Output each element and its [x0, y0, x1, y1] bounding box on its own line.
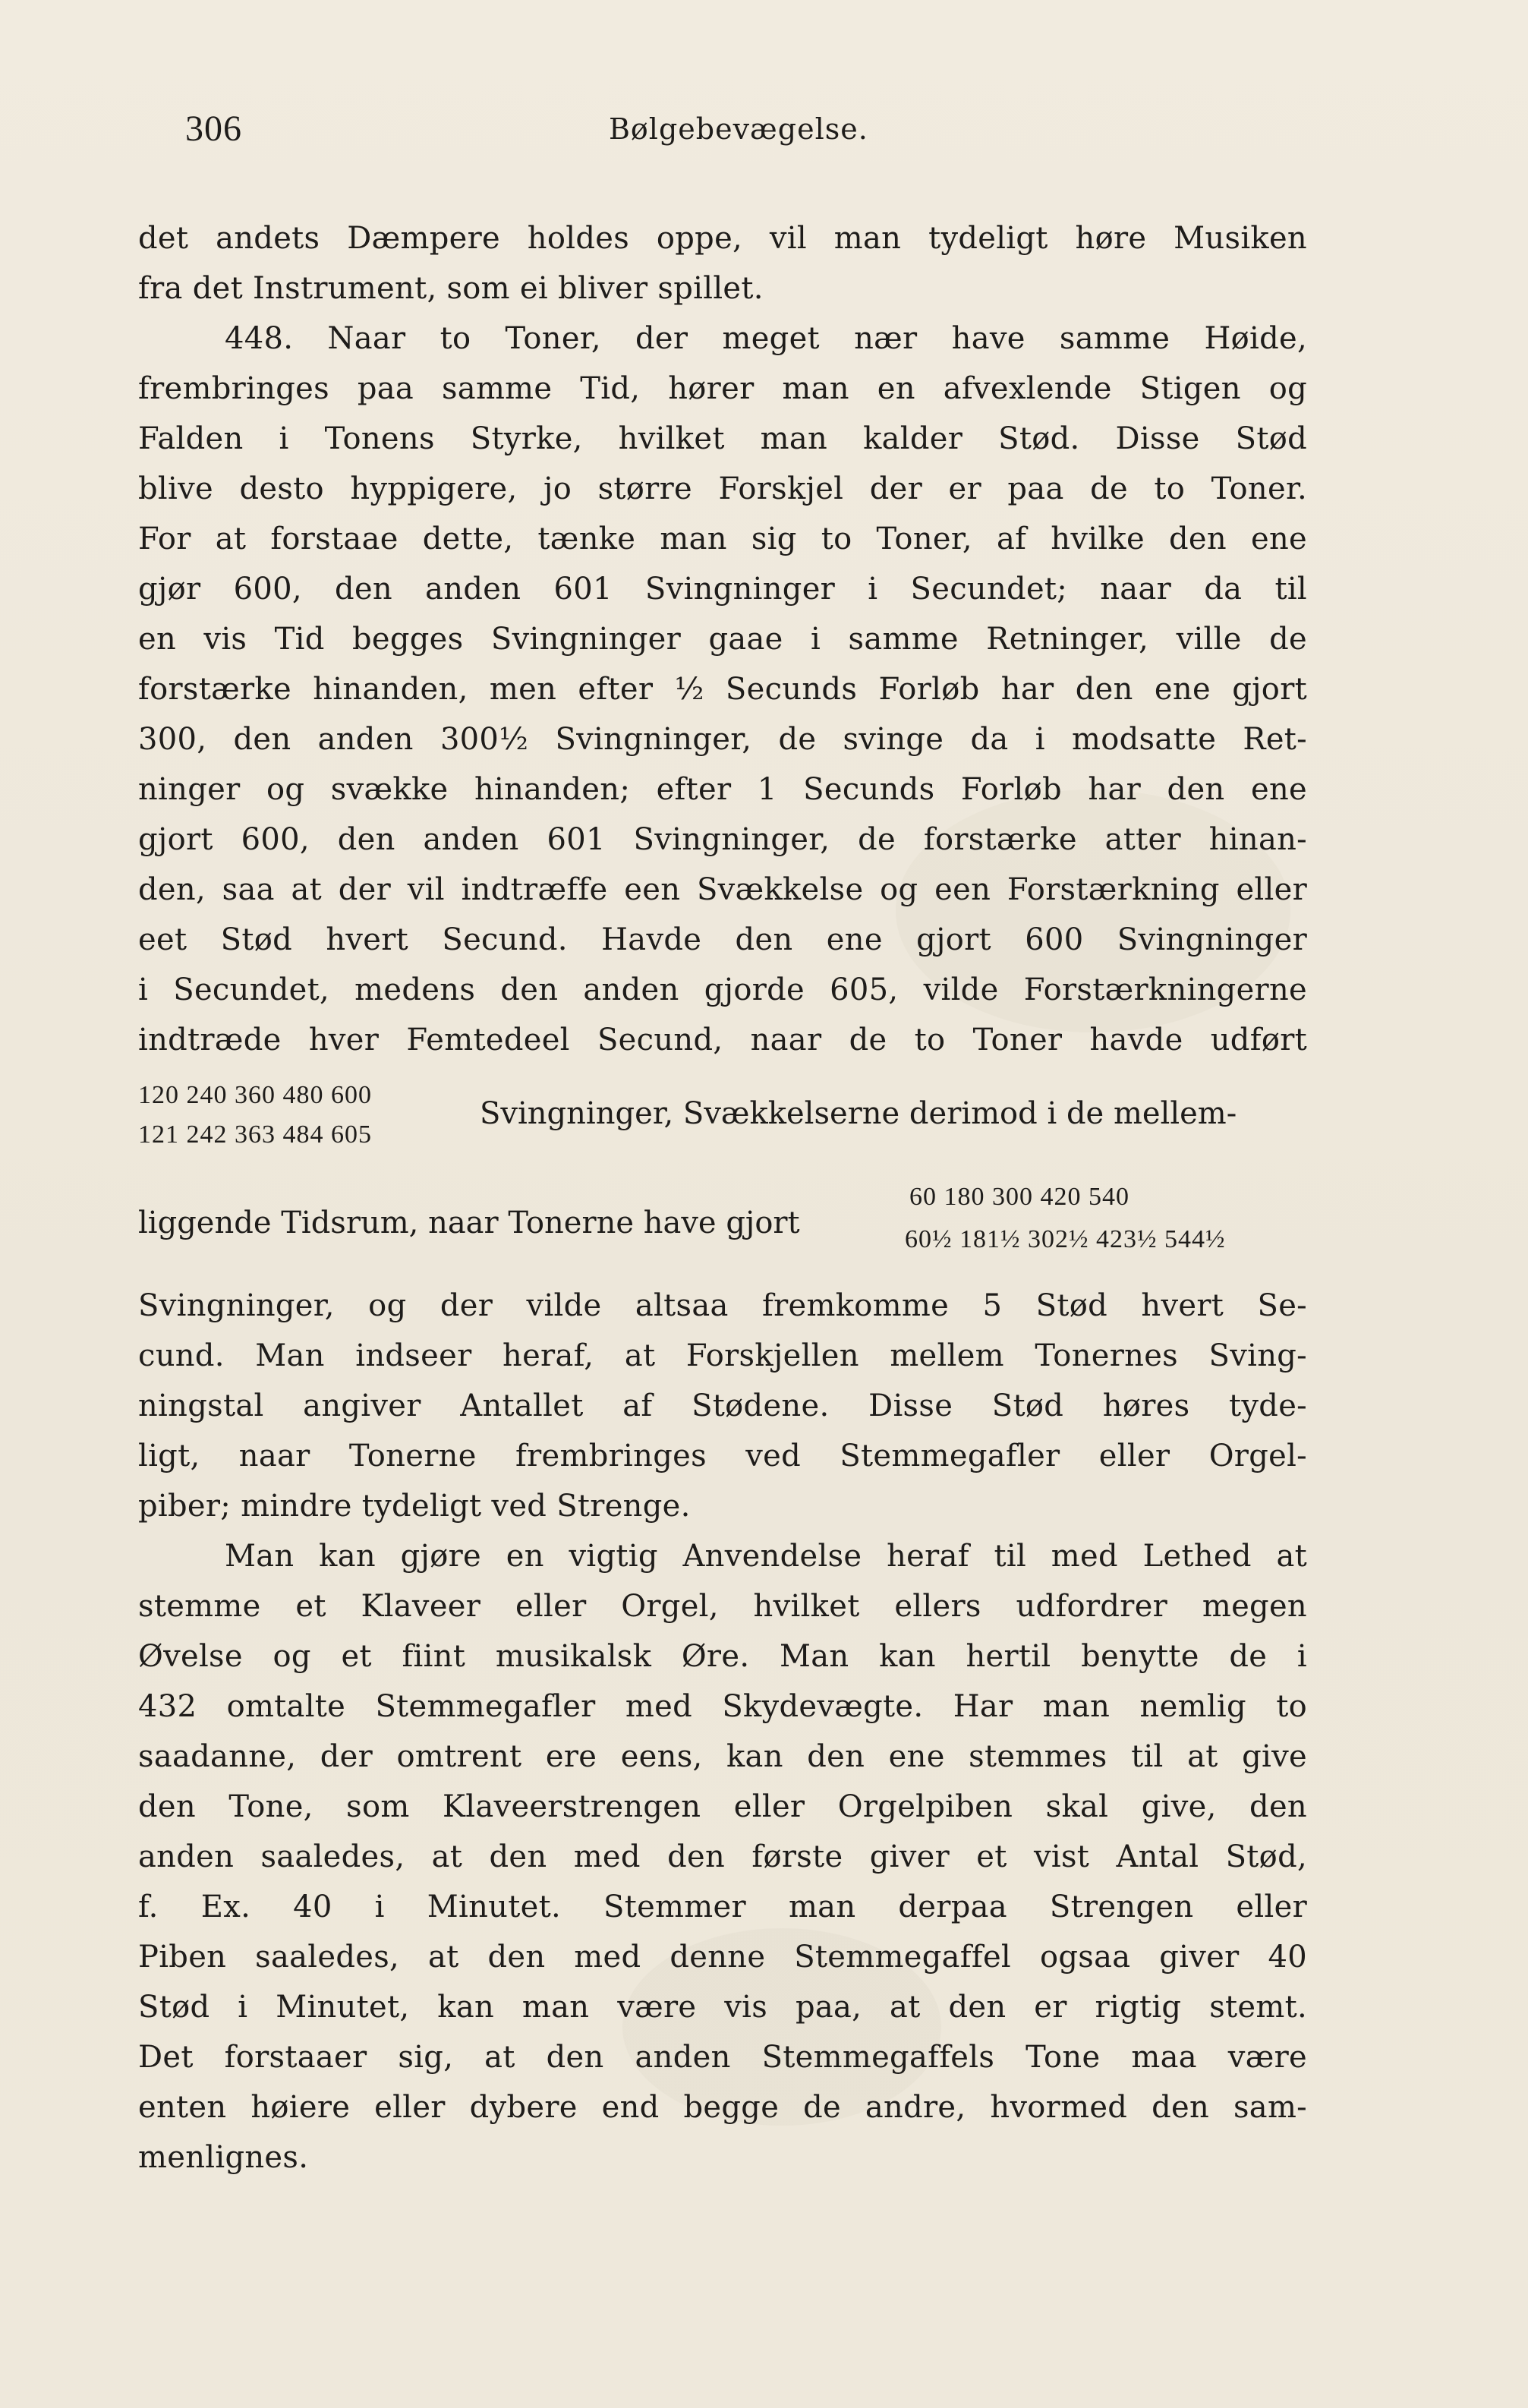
fraction-denominators: 121 242 363 484 605	[138, 1120, 372, 1149]
text-line: Piben saaledes, at den med denne Stemmegaffel ogsaa giver 40	[138, 1940, 1307, 1975]
text-line: ningstal angiver Antallet af Stødene. Disse Stød høres tyde-	[138, 1388, 1307, 1423]
text-line: eet Stød hvert Secund. Havde den ene gjort 600 Svingninger	[138, 922, 1307, 957]
text-line: det andets Dæmpere holdes oppe, vil man tydeligt høre Musiken	[138, 221, 1307, 256]
text-line: 300, den anden 300½ Svingninger, de svinge da i modsatte Ret-	[138, 722, 1307, 757]
text-line: forstærke hinanden, men efter ½ Secunds Forløb har den ene gjort	[138, 672, 1307, 707]
page-number: 306	[185, 109, 242, 149]
text-line: indtræde hver Femtedeel Secund, naar de to Toner havde udført	[138, 1023, 1307, 1057]
text-line: piber; mindre tydeligt ved Strenge.	[138, 1489, 691, 1524]
paragraph-start: Man kan gjøre en vigtig Anvendelse heraf til med Lethed at	[225, 1539, 1307, 1574]
text-line: gjort 600, den anden 601 Svingninger, de forstærke atter hinan-	[138, 822, 1307, 857]
text-line: Svingninger, og der vilde altsaa fremkomme 5 Stød hvert Se-	[138, 1288, 1307, 1323]
text-line: den Tone, som Klaveerstrengen eller Orgelpiben skal give, den	[138, 1789, 1307, 1824]
text-line: enten høiere eller dybere end begge de andre, hvormed den sam-	[138, 2090, 1307, 2125]
fraction-denominators: 60½ 181½ 302½ 423½ 544½	[905, 1225, 1226, 1253]
text-line: 432 omtalte Stemmegafler med Skydevægte. Har man nemlig to	[138, 1689, 1307, 1724]
text-line: blive desto hyppigere, jo større Forskjel der er paa de to Toner.	[138, 471, 1307, 506]
paragraph-start: 448. Naar to Toner, der meget nær have samme Høide,	[225, 321, 1307, 356]
text-line: fra det Instrument, som ei bliver spillet.	[138, 271, 764, 306]
text-line: For at forstaae dette, tænke man sig to Toner, af hvilke den ene	[138, 522, 1307, 556]
page-header	[138, 105, 1307, 165]
text-line: Falden i Tonens Styrke, hvilket man kalder Stød. Disse Stød	[138, 421, 1307, 456]
text-line: saadanne, der omtrent ere eens, kan den ene stemmes til at give	[138, 1739, 1307, 1774]
text-line: Stød i Minutet, kan man være vis paa, at den er rigtig stemt.	[138, 1990, 1307, 2025]
text-line: ninger og svække hinanden; efter 1 Secunds Forløb har den ene	[138, 772, 1307, 807]
fraction-row-text: Svingninger, Svækkelserne derimod i de mellem-	[480, 1096, 1237, 1131]
text-line: menlignes.	[138, 2140, 309, 2175]
fraction-row	[138, 1078, 1307, 1161]
fraction-row	[138, 1177, 1307, 1268]
text-line: frembringes paa samme Tid, hører man en afvexlende Stigen og	[138, 371, 1307, 406]
fraction-row-text: liggende Tidsrum, naar Tonerne have gjort	[138, 1206, 800, 1240]
fraction-numerators: 120 240 360 480 600	[138, 1081, 372, 1109]
text-line: i Secundet, medens den anden gjorde 605, vilde Forstærkningerne	[138, 972, 1307, 1007]
text-line: Det forstaaer sig, at den anden Stemmegaffels Tone maa være	[138, 2040, 1307, 2075]
text-line: den, saa at der vil indtræffe een Svækkelse og een Forstærkning eller	[138, 872, 1307, 907]
text-line: anden saaledes, at den med den første giver et vist Antal Stød,	[138, 1839, 1307, 1874]
text-line: gjør 600, den anden 601 Svingninger i Secundet; naar da til	[138, 572, 1307, 607]
text-line: stemme et Klaveer eller Orgel, hvilket ellers udfordrer megen	[138, 1589, 1307, 1624]
text-line: en vis Tid begges Svingninger gaae i samme Retninger, ville de	[138, 622, 1307, 657]
text-line: cund. Man indseer heraf, at Forskjellen mellem Tonernes Sving-	[138, 1338, 1307, 1373]
text-line: Øvelse og et fiint musikalsk Øre. Man kan hertil benytte de i	[138, 1639, 1307, 1674]
text-line: ligt, naar Tonerne frembringes ved Stemmegafler eller Orgel-	[138, 1439, 1307, 1473]
running-head: Bølgebevægelse.	[609, 112, 868, 146]
fraction-numerators: 60 180 300 420 540	[909, 1183, 1129, 1211]
text-line: f. Ex. 40 i Minutet. Stemmer man derpaa Strengen eller	[138, 1890, 1307, 1924]
